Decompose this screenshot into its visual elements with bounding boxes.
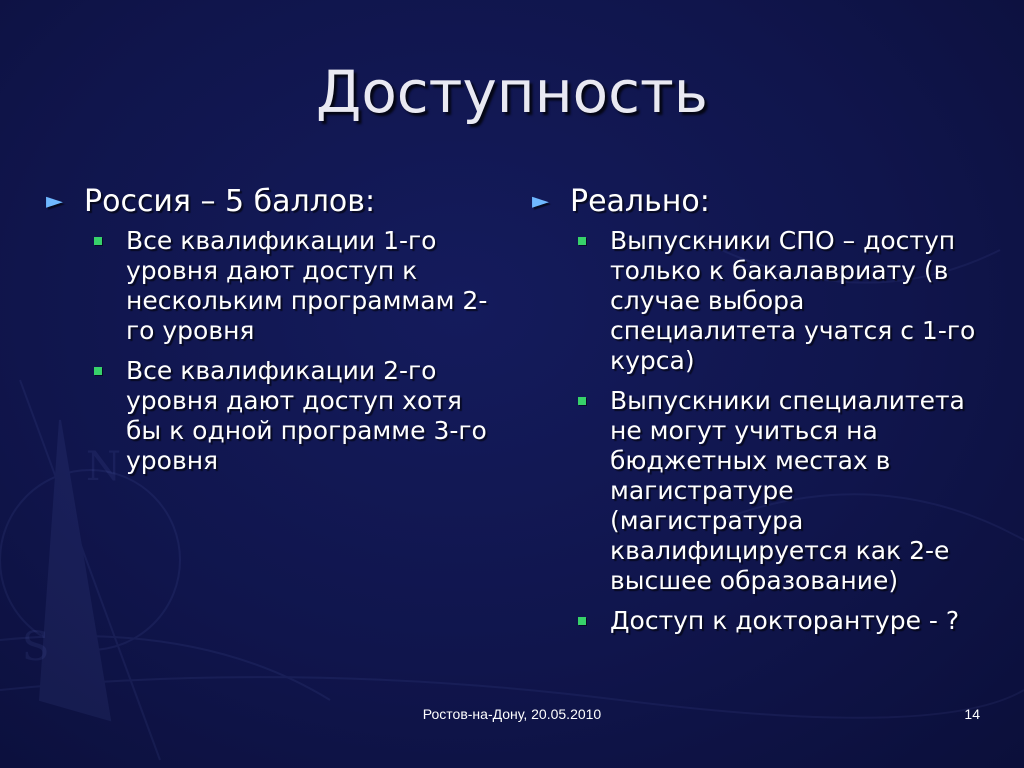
- slide-title: Доступность: [316, 58, 708, 126]
- list-item-text: Все квалификации 2-го уровня дают доступ хотя бы к одной программе 3-го уровня: [126, 356, 487, 475]
- right-heading: [532, 184, 992, 220]
- square-bullet-icon: [94, 237, 102, 245]
- list-item: [532, 226, 992, 376]
- left-column: [46, 184, 496, 486]
- footer-text: Ростов-на-Дону, 20.05.2010: [422, 706, 602, 722]
- left-heading-text: Россия – 5 баллов:: [84, 184, 376, 219]
- left-heading: [46, 184, 496, 220]
- square-bullet-icon: [578, 397, 586, 405]
- list-item: [46, 226, 496, 346]
- square-bullet-icon: [94, 367, 102, 375]
- right-bullet-list: [532, 226, 992, 636]
- list-item: [46, 356, 496, 476]
- list-item-text: Выпускники СПО – доступ только к бакалавриату (в случае выбора специалитета учатся с 1-го курса): [610, 226, 976, 375]
- square-bullet-icon: [578, 237, 586, 245]
- triangle-right-icon: ►: [532, 189, 549, 214]
- right-column: [532, 184, 992, 646]
- list-item-text: Доступ к докторантуре - ?: [610, 606, 960, 635]
- right-heading-text: Реально:: [570, 184, 710, 219]
- list-item: [532, 386, 992, 596]
- square-bullet-icon: [578, 617, 586, 625]
- triangle-right-icon: ►: [46, 189, 63, 214]
- list-item-text: Все квалификации 1-го уровня дают доступ к нескольким программам 2-го уровня: [126, 226, 488, 345]
- list-item: [532, 606, 992, 636]
- page-number: 14: [964, 706, 980, 722]
- left-bullet-list: [46, 226, 496, 476]
- svg-text:N: N: [86, 444, 121, 490]
- list-item-text: Выпускники специалитета не могут учиться на бюджетных местах в магистратуре (магистратура квалифицируется как 2-е высшее образование): [610, 386, 965, 595]
- svg-text:S: S: [22, 624, 50, 670]
